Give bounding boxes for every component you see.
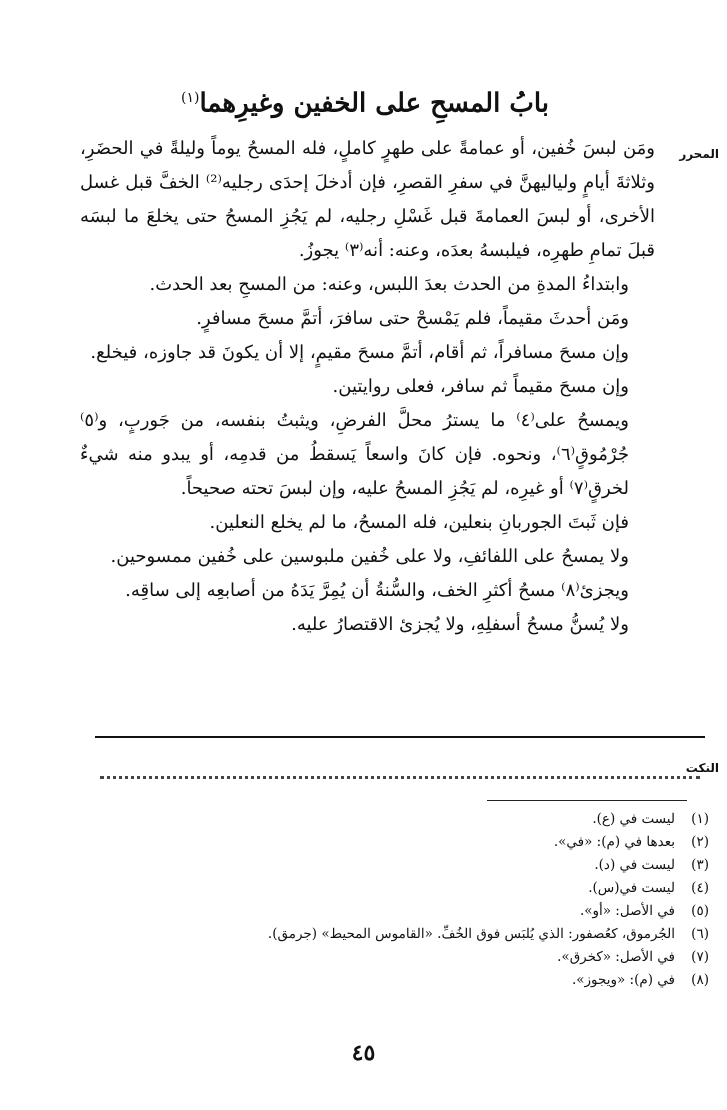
footnotes [189,808,709,992]
footnote-text: بعدها في (م): «في». [553,834,675,850]
footnote-text: في الأصل: «كخرق». [557,949,675,965]
footnote-text: ليست في (د). [594,857,675,873]
paragraph: فإن ثَبتَ الجوربانِ بنعلين، فله المسحُ، ما لم يخلع النعلين. [209,512,629,533]
nukat-dotted-line [100,752,700,779]
main-text [80,132,655,642]
footnote-number: (٨) [691,972,709,988]
footnote [189,854,709,877]
footnote-number: (٧) [691,949,709,965]
footnote-rule [487,800,687,801]
paragraph: ومَن أحدثَ مقيماً، فلم يَمْسحْ حتى سافرَ، أتمَّ مسحَ مسافرٍ. [196,308,629,329]
footnote [189,946,709,969]
footnote [189,969,709,992]
paragraph: وإن مسحَ مسافراً، ثم أقام، أتمَّ مسحَ مقيمٍ، إلا أن يكونَ قد جاوزه، فيخلع. [90,342,629,363]
chapter-title [150,78,580,124]
footnote-text: ليست في (ع). [592,811,675,827]
footnote [189,900,709,923]
paragraph: ومَن لبسَ خُفين، أو عمامةً على طهرٍ كاملٍ، فله المسحُ يوماً وليلةً في الحضَرِ، وثلاثةَ أيامٍ ولياليهنَّ في سفرِ القصرِ، فإن أدخلَ إحدَى رجليه⁽²⁾ الخفَّ قبل غسل الأخرى، أو لبسَ العمامةَ قبل غَسْلِ رجليه، لم يَجُزِ المسحُ حتى يخلعَ ما لبسَه قبلَ تمامِ طهرِه، فيلبسهُ بعدَه، وعنه: أنه⁽٣⁾ يجوزُ. [80,138,655,261]
paragraph: وابتداءُ المدةِ من الحدث بعدَ اللبس، وعنه: من المسحِ بعد الحدث. [149,274,629,295]
chapter-title-footnote-ref: (١) [181,90,200,106]
footnote-text: الجُرموق، كعُصفور: الذي يُلبَس فوق الخُفِّ. «القاموس المحيط» (جرمق). [267,926,675,942]
side-label-nukat: النكت [685,761,719,775]
footnote-text: في (م): «ويجوز». [571,972,675,988]
footnote-number: (٦) [691,926,709,942]
page-number: ٤٥ [351,1040,376,1066]
paragraph: ويجزئ⁽٨⁾ مسحُ أكثرِ الخف، والسُّنةُ أن يُمِرَّ يَدَهُ من أصابعِه إلى ساقِه. [125,580,629,601]
footnote [189,877,709,900]
footnote [189,808,709,831]
paragraph: ولا يمسحُ على اللفائفِ، ولا على خُفين ملبوسين على خُفين ممسوحين. [110,546,629,567]
footnote-text: في الأصل: «أو». [579,903,675,919]
footnote [189,923,709,946]
footnote-number: (٥) [691,903,709,919]
chapter-title-text: بابُ المسحِ على الخفين وغيرِهما [199,88,549,119]
footnote-number: (٤) [691,880,709,896]
footnote-text: ليست في(س). [588,880,675,896]
paragraph: ويمسحُ على⁽٤⁾ ما يسترُ محلَّ الفرضِ، ويثبتُ بنفسه، من جَوربٍ، و⁽٥⁾جُرْمُوقٍ⁽٦⁾، ونحوه. فإن كانَ واسعاً يَسقطُ من قدمِه، أو يبدو منه شيءٌ لخرقٍ⁽٧⁾ أو غيرِه، لم يَجُزِ المسحُ عليه، وإن لبسَ تحته صحيحاً. [80,410,629,499]
paragraph: ولا يُسنُّ مسحُ أسفلِهِ، ولا يُجزئ الاقتصارُ عليه. [291,614,629,635]
footnote-number: (١) [691,811,709,827]
footnote-number: (٣) [691,857,709,873]
footnote-number: (٢) [691,834,709,850]
side-label-muharrar: المحرر [679,147,719,161]
section-divider [95,736,705,738]
footnote [189,831,709,854]
paragraph: وإن مسحَ مقيماً ثم سافر، فعلى روايتين. [332,376,629,397]
